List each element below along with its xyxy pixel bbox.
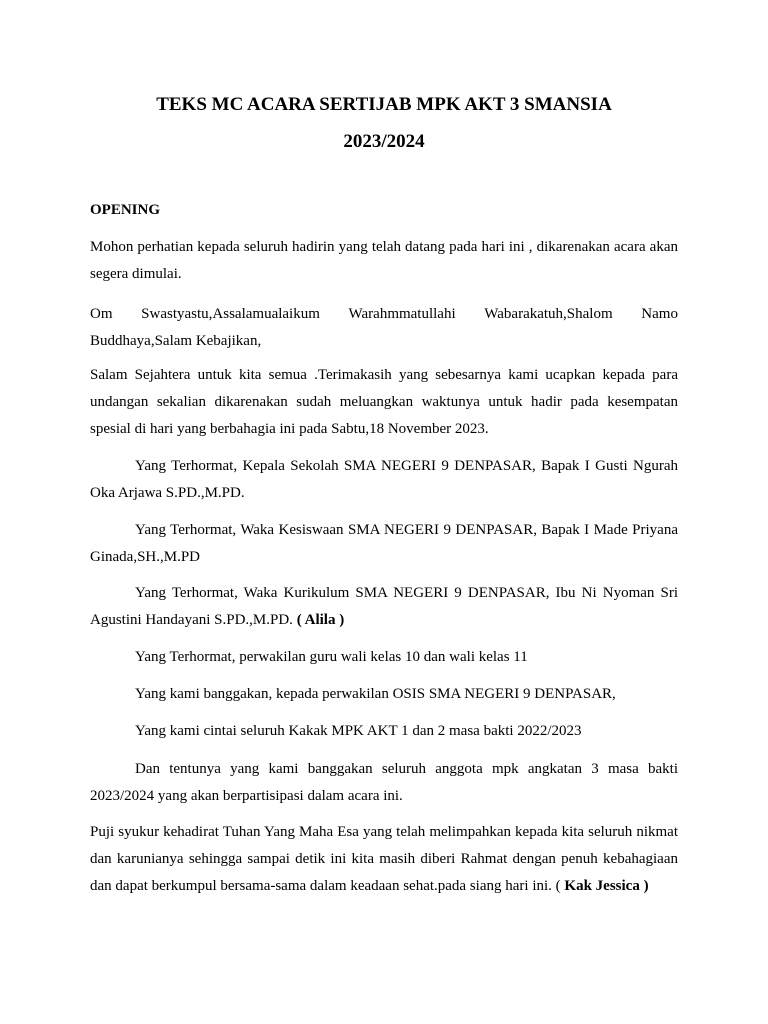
greeting-word: Namo — [641, 306, 678, 322]
paragraph-kakak-mpk: Yang kami cintai seluruh Kakak MPK AKT 1 dan 2 masa bakti 2022/2023 — [135, 723, 582, 739]
waka-kurikulum-text: Yang Terhormat, Waka Kurikulum SMA NEGERI 9 DENPASAR, Ibu Ni Nyoman Sri Agustini Handayani S.PD.,M.PD. — [90, 585, 678, 628]
paragraph-salam: Salam Sejahtera untuk kita semua .Terimakasih yang sebesarnya kami ucapkan kepada para undangan sekalian dikarenakan sudah meluangkan waktunya untuk hadir pada kesempatan spesial di hari yang berbahagia ini pada Sabtu,18 November 2023. — [90, 367, 678, 437]
paragraph-greeting — [90, 301, 678, 328]
greeting-word: Swastyastu,Assalamualaikum — [141, 306, 320, 322]
document-title: TEKS MC ACARA SERTIJAB MPK AKT 3 SMANSIA — [156, 94, 612, 115]
paragraph-waka-kesiswaan: Yang Terhormat, Waka Kesiswaan SMA NEGERI 9 DENPASAR, Bapak I Made Priyana Ginada,SH.,M.PD — [90, 522, 678, 565]
greeting-word: Om — [90, 306, 113, 322]
greeting-line-2: Buddhaya,Salam Kebajikan, — [90, 333, 262, 349]
puji-syukur-text: Puji syukur kehadirat Tuhan Yang Maha Esa yang telah melimpahkan kepada kita seluruh nikmat dan karunianya sehingga sampai detik ini kita masih diberi Rahmat dengan penuh kebahagiaan dan dapat berkumpul bersama-sama dalam keadaan sehat.pada siang hari ini. ( — [90, 824, 678, 894]
paragraph-anggota-mpk: Dan tentunya yang kami banggakan seluruh anggota mpk angkatan 3 masa bakti 2023/2024 yang akan berpartisipasi dalam acara ini. — [90, 761, 678, 804]
greeting-word: Wabarakatuh,Shalom — [484, 306, 613, 322]
paragraph-guru-wali: Yang Terhormat, perwakilan guru wali kelas 10 dan wali kelas 11 — [135, 649, 528, 665]
paragraph-kepala-sekolah: Yang Terhormat, Kepala Sekolah SMA NEGERI 9 DENPASAR, Bapak I Gusti Ngurah Oka Arjawa S.PD.,M.PD. — [90, 458, 678, 501]
paragraph-osis: Yang kami banggakan, kepada perwakilan OSIS SMA NEGERI 9 DENPASAR, — [135, 686, 616, 702]
paragraph-puji-syukur — [90, 819, 678, 900]
speaker-label-alila: ( Alila ) — [296, 612, 345, 628]
greeting-word: Warahmmatullahi — [348, 306, 456, 322]
paragraph-attention: Mohon perhatian kepada seluruh hadirin yang telah datang pada hari ini , dikarenakan acara akan segera dimulai. — [90, 239, 678, 282]
paragraph-waka-kurikulum — [90, 580, 678, 634]
document-title-year: 2023/2024 — [343, 131, 425, 152]
speaker-label-kak-jessica: Kak Jessica ) — [564, 878, 649, 894]
section-heading-opening: OPENING — [90, 202, 161, 218]
